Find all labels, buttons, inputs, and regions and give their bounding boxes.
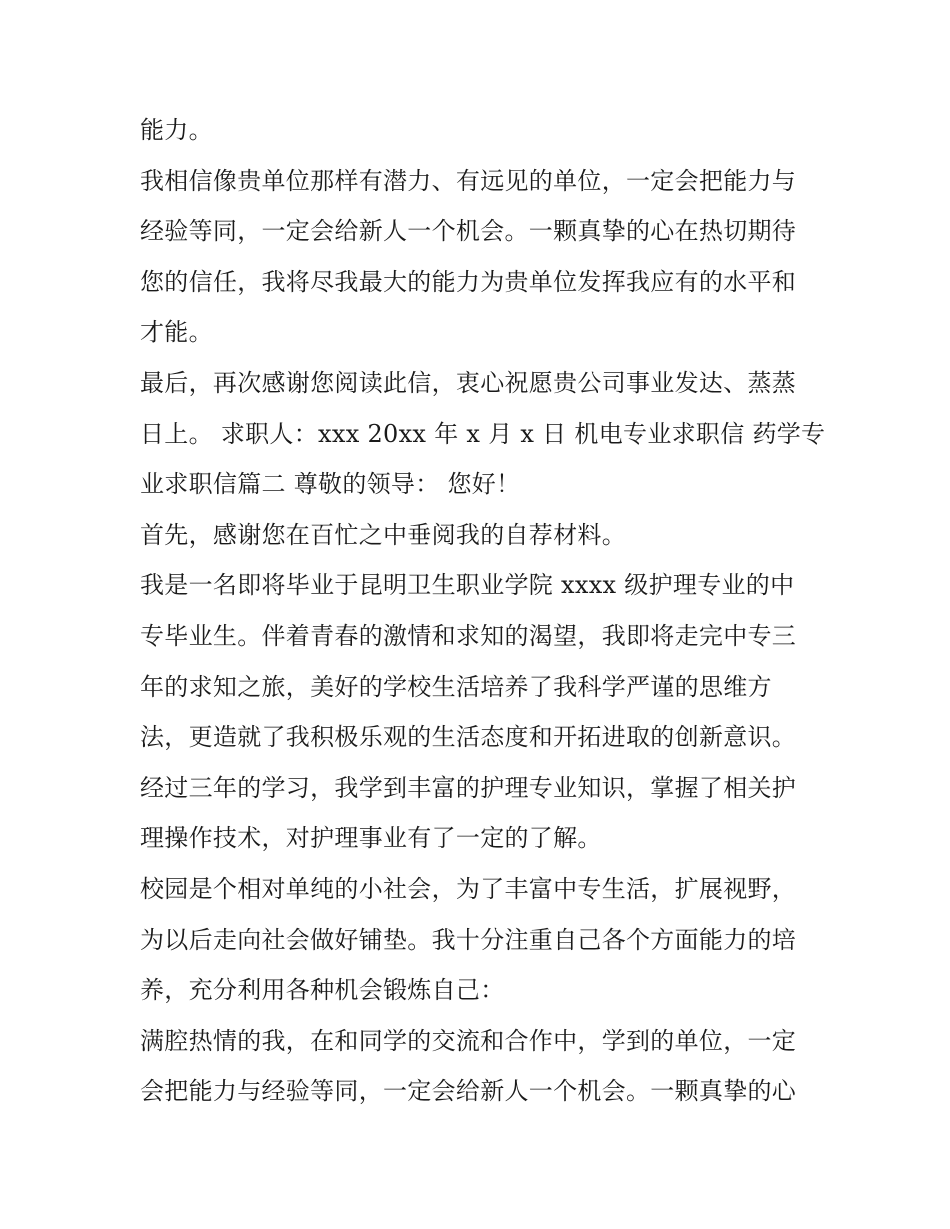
text-line: 业求职信篇二 尊敬的领导： 您好！ [140,470,521,499]
text-line: 您的信任，我将尽我最大的能力为贵单位发挥我应有的水平和 [140,267,797,296]
text-line: 最后，再次感谢您阅读此信，衷心祝愿贵公司事业发达、蒸蒸 [140,368,797,397]
text-line: 经过三年的学习，我学到丰富的护理专业知识，掌握了相关护 [140,773,797,802]
text-line: 校园是个相对单纯的小社会，为了丰富中专生活，扩展视野， [140,874,797,903]
text-line: 满腔热情的我，在和同学的交流和合作中，学到的单位，一定 [140,1026,797,1055]
text-line: 我相信像贵单位那样有潜力、有远见的单位，一定会把能力与 [140,166,797,195]
text-line: 日上。 求职人：xxx 20xx 年 x 月 x 日 机电专业求职信 药学专 [140,419,826,448]
text-line: 才能。 [140,318,213,347]
text-line: 首先，感谢您在百忙之中垂阅我的自荐材料。 [140,520,626,549]
text-line: 年的求知之旅，美好的学校生活培养了我科学严谨的思维方 [140,672,772,701]
text-line: 能力。 [140,116,213,144]
text-line: 经验等同，一定会给新人一个机会。一颗真挚的心在热切期待 [140,217,797,246]
text-line: 法，更造就了我积极乐观的生活态度和开拓进取的创新意识。 [140,723,797,752]
text-line: 专毕业生。伴着青春的激情和求知的渴望，我即将走完中专三 [140,621,797,650]
text-line: 会把能力与经验等同，一定会给新人一个机会。一颗真挚的心 [140,1077,797,1106]
text-line: 理操作技术，对护理事业有了一定的了解。 [140,824,602,853]
text-line: 为以后走向社会做好铺垫。我十分注重自己各个方面能力的培 [140,925,797,954]
text-line: 养，充分利用各种机会锻炼自己： [140,976,505,1005]
document-body [140,105,830,1117]
text-line: 我是一名即将毕业于昆明卫生职业学院 xxxx 级护理专业的中 [140,571,795,600]
